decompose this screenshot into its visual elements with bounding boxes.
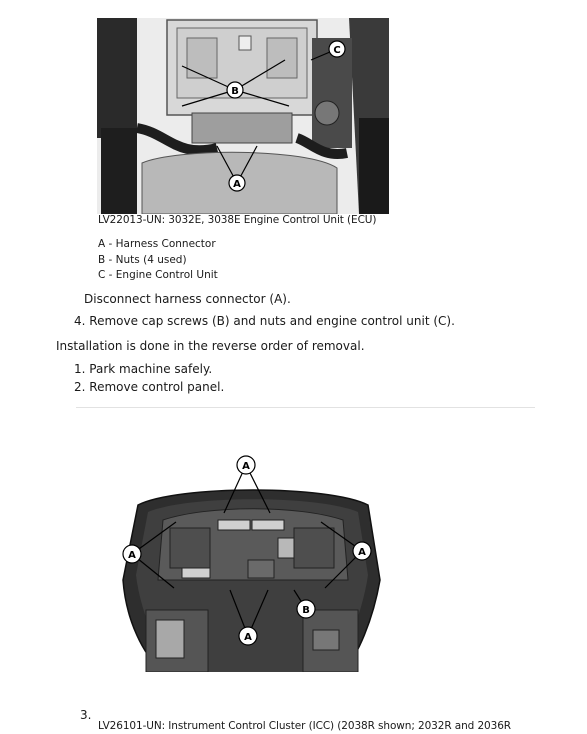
icc-illustration [118,450,388,672]
instruction-step-2: 2. Remove control panel. [74,380,225,394]
installation-heading: Installation is done in the reverse order of removal. [56,339,365,353]
legend-item-b: B - Nuts (4 used) [98,254,187,266]
callout-a-top [237,456,255,474]
instruction-disconnect: Disconnect harness connector (A). [84,292,291,306]
legend-item-c: C - Engine Control Unit [98,269,218,281]
instruction-step-4: 4. Remove cap screws (B) and nuts and engine control unit (C). [74,314,455,328]
figure1-caption: LV22013-UN: 3032E, 3038E Engine Control Unit (ECU) [98,214,377,226]
svg-text:B: B [231,86,239,97]
callout-c [329,41,345,57]
callout-a-bottom [239,627,257,645]
callout-a [229,175,245,191]
icc-figure [118,450,388,672]
svg-text:A: A [128,550,136,561]
svg-text:A: A [233,179,241,190]
step-3-number: 3. [80,708,92,722]
callout-a-left [123,545,141,563]
svg-text:A: A [244,632,252,643]
legend-item-a: A - Harness Connector [98,238,216,250]
svg-text:A: A [242,461,250,472]
instruction-step-1: 1. Park machine safely. [74,362,213,376]
figure2-caption: LV26101-UN: Instrument Control Cluster (ICC) (2038R shown; 2032R and 2036R [98,720,511,732]
svg-text:C: C [333,45,341,56]
callout-b [297,600,315,618]
ecu-figure [97,18,389,214]
callout-a-right [353,542,371,560]
svg-text:A: A [358,547,366,558]
ecu-illustration [97,18,389,214]
svg-text:B: B [302,605,310,616]
callout-b [227,82,243,98]
section-divider [76,407,535,408]
